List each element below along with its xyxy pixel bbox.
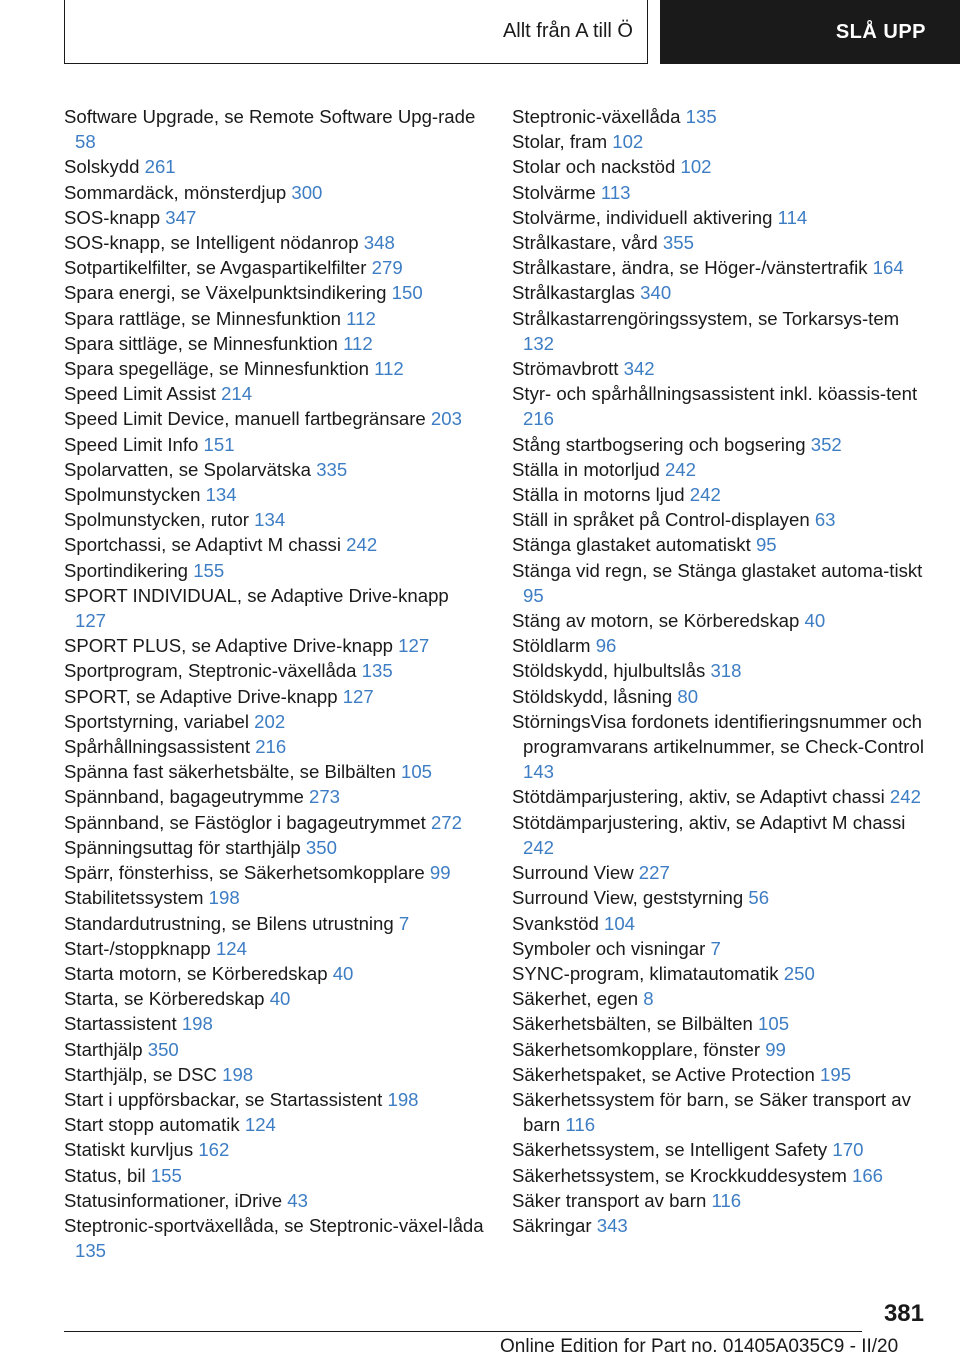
index-entry <box>64 180 484 205</box>
index-entry-text: Strålkastare, ändra, se Höger-/vänstertrafik <box>512 257 868 279</box>
index-entry <box>64 1011 484 1036</box>
index-entry-text: SPORT INDIVIDUAL, se Adaptive Drive-knapp <box>64 584 449 606</box>
index-entry <box>512 936 932 961</box>
index-entry-text: StörningsVisa fordonets identifieringsnummer och programvarans artikelnummer, se Check-Control <box>512 710 924 758</box>
index-entry-text: Strömavbrott <box>512 358 619 380</box>
index-entry-text: Spännband, se Fästöglor i bagageutrymmet <box>64 811 426 833</box>
index-entry-text: Strålkastarrengöringssystem, se Torkarsys‐tem <box>512 307 900 329</box>
index-entry-text: Spolarvatten, se Spolarvätska <box>64 458 312 480</box>
index-page-link[interactable]: 342 <box>623 358 655 380</box>
index-entry-text: Statusinformationer, iDrive <box>64 1189 283 1211</box>
index-page-link[interactable]: 127 <box>342 685 374 707</box>
index-entry-text: SOS-knapp <box>64 206 161 228</box>
index-page-link[interactable]: 105 <box>400 761 433 783</box>
index-entry <box>512 1137 932 1162</box>
index-entry-text: Stolvärme, individuell aktivering <box>512 206 773 228</box>
index-entry <box>512 457 932 482</box>
index-entry <box>64 482 484 507</box>
nav-tab-label: SLÅ UPP <box>835 20 926 43</box>
index-entry <box>64 1087 484 1112</box>
index-entry-text: Starta, se Körberedskap <box>64 988 265 1010</box>
index-entry-text: Ställ in språket på Control-displayen <box>512 509 810 531</box>
index-entry-text: Steptronic-sportväxellåda, se Steptronic-växel‐låda <box>64 1214 484 1236</box>
index-entry <box>64 911 484 936</box>
index-page-link[interactable]: 352 <box>810 433 842 455</box>
index-page-link[interactable]: 350 <box>147 1038 179 1060</box>
index-entry-text: Spara spegelläge, se Minnesfunktion <box>64 358 369 380</box>
index-entry <box>512 885 932 910</box>
index-entry <box>64 1037 484 1062</box>
index-entry-text: Spärr, fönsterhiss, se Säkerhetsomkopplare <box>64 862 425 884</box>
index-entry-text: Standardutrustning, se Bilens utrustning <box>64 912 394 934</box>
index-entry-text: Starthjälp <box>64 1038 143 1060</box>
index-page-link[interactable]: 227 <box>638 862 670 884</box>
index-entry-text: Speed Limit Device, manuell fartbegränsare <box>64 408 426 430</box>
index-entry <box>64 658 484 683</box>
index-page-link[interactable]: 99 <box>765 1038 786 1060</box>
index-entry <box>512 633 932 658</box>
index-entry-text: Ställa in motorljud <box>512 458 660 480</box>
index-entry <box>512 1062 932 1087</box>
index-entry-text: Spara rattläge, se Minnesfunktion <box>64 307 341 329</box>
index-entry-text: Spara energi, se Växelpunktsindikering <box>64 282 387 304</box>
index-page-link[interactable]: 216 <box>523 408 555 430</box>
index-entry <box>512 911 932 936</box>
index-entry <box>512 1011 932 1036</box>
index-entry <box>64 1188 484 1213</box>
index-page-link[interactable]: 112 <box>346 307 376 329</box>
index-entry-text: Stång startbogsering och bogsering <box>512 433 806 455</box>
index-entry-text: Säkerhetsomkopplare, fönster <box>512 1038 761 1060</box>
index-entry-text: Start-/stoppknapp <box>64 937 211 959</box>
index-entry-text: Starthjälp, se DSC <box>64 1063 217 1085</box>
index-entry <box>512 961 932 986</box>
index-page-link[interactable]: 242 <box>664 458 696 480</box>
index-page-link[interactable]: 7 <box>710 937 721 959</box>
index-page-link[interactable]: 203 <box>430 408 462 430</box>
index-entry <box>64 1112 484 1137</box>
index-entry-text: Säkerhetssystem, se Intelligent Safety <box>512 1139 828 1161</box>
footer-edition: Online Edition for Part no. 01405A035C9 - II/20 <box>500 1336 899 1357</box>
index-entry-text: Sommardäck, mönsterdjup <box>64 181 287 203</box>
index-entry <box>64 331 484 356</box>
index-page-link[interactable]: 242 <box>523 836 555 858</box>
index-entry <box>512 532 932 557</box>
index-entry <box>64 356 484 381</box>
index-entry-text: Surround View, geststyrning <box>512 887 744 909</box>
index-page-link[interactable]: 198 <box>387 1088 419 1110</box>
index-entry-text: Säkerhetssystem för barn, se Säker transport av barn <box>512 1088 911 1136</box>
index-page-link[interactable]: 348 <box>363 232 395 254</box>
index-entry <box>64 381 484 406</box>
section-title-box <box>64 0 648 64</box>
index-entry-text: Starta motorn, se Körberedskap <box>64 962 328 984</box>
index-page-link[interactable]: 63 <box>814 509 836 531</box>
index-entry-text: Spolmunstycken <box>64 484 201 506</box>
index-entry <box>64 633 484 658</box>
index-entry-text: SOS-knapp, se Intelligent nödanrop <box>64 232 359 254</box>
index-entry <box>512 860 932 885</box>
footer-divider <box>64 1331 862 1332</box>
index-entry <box>512 658 932 683</box>
index-entry-text: Solskydd <box>64 156 140 178</box>
index-page-link[interactable]: 242 <box>889 786 921 808</box>
index-entry-text: Strålkastare, vård <box>512 232 658 254</box>
index-entry-text: Sportstyrning, variabel <box>64 710 249 732</box>
index-entry-text: Säkerhet, egen <box>512 988 639 1010</box>
index-page-link[interactable]: 135 <box>685 106 717 127</box>
index-entry <box>512 558 932 608</box>
index-page-link[interactable]: 102 <box>612 131 644 153</box>
index-page-link[interactable]: 216 <box>255 736 287 758</box>
index-entry-text: Säker transport av barn <box>512 1189 707 1211</box>
index-column-left <box>64 104 484 1263</box>
index-page-link[interactable]: 150 <box>391 282 423 304</box>
index-entry <box>64 406 484 431</box>
index-page-link[interactable]: 350 <box>305 836 337 858</box>
index-page-link[interactable]: 127 <box>75 610 107 632</box>
index-entry-text: Speed Limit Assist <box>64 383 216 405</box>
index-page-link[interactable]: 318 <box>710 660 742 682</box>
index-entry-text: Stänga vid regn, se Stänga glastaket automa‐tiskt <box>512 559 923 581</box>
index-page-link[interactable]: 195 <box>820 1063 852 1085</box>
index-entry <box>512 180 932 205</box>
index-page-link[interactable]: 261 <box>144 156 176 178</box>
index-entry <box>64 936 484 961</box>
index-page-link[interactable]: 151 <box>203 433 235 455</box>
index-entry <box>512 784 932 809</box>
index-page-link[interactable]: 164 <box>872 257 904 279</box>
index-page-link[interactable]: 80 <box>677 685 699 707</box>
index-entry <box>512 1037 932 1062</box>
index-entry <box>64 759 484 784</box>
index-page-link[interactable]: 56 <box>748 887 770 909</box>
index-entry <box>64 255 484 280</box>
index-entry-text: Säkerhetsbälten, se Bilbälten <box>512 1013 753 1035</box>
index-entry-text: Stöldlarm <box>512 635 591 657</box>
index-page-link[interactable]: 114 <box>777 206 808 228</box>
page-number: 381 <box>883 1300 924 1327</box>
index-page-link[interactable]: 272 <box>430 811 462 833</box>
index-page-link[interactable]: 40 <box>332 962 354 984</box>
index-entry-text: Spännband, bagageutrymme <box>64 786 304 808</box>
index-entry-text: Stolvärme <box>512 181 596 203</box>
index-entry-text: Spårhållningsassistent <box>64 736 251 758</box>
index-entry <box>64 205 484 230</box>
index-entry-text: SPORT PLUS, se Adaptive Drive-knapp <box>64 635 393 657</box>
index-entry <box>512 608 932 633</box>
index-entry <box>64 306 484 331</box>
index-entry-text: Spolmunstycken, rutor <box>64 509 249 531</box>
index-entry <box>64 810 484 835</box>
index-entry <box>64 961 484 986</box>
index-page-link[interactable]: 300 <box>291 181 323 203</box>
index-entry <box>512 1163 932 1188</box>
index-entry <box>64 835 484 860</box>
index-entry <box>512 129 932 154</box>
index-entry <box>512 986 932 1011</box>
index-page-link[interactable]: 96 <box>595 635 617 657</box>
index-entry <box>512 205 932 230</box>
index-page-link[interactable]: 198 <box>222 1063 254 1085</box>
index-page-link[interactable]: 104 <box>604 912 636 934</box>
index-entry <box>512 1213 932 1238</box>
index-entry <box>64 860 484 885</box>
index-entry-text: Spänningsuttag för starthjälp <box>64 836 301 858</box>
index-entry-text: Stänga glastaket automatiskt <box>512 534 751 556</box>
index-page-link[interactable]: 355 <box>662 232 694 254</box>
index-entry-text: Symboler och visningar <box>512 937 706 959</box>
index-entry-text: Säkerhetspaket, se Active Protection <box>512 1063 815 1085</box>
index-entry-text: Start stopp automatik <box>64 1114 240 1136</box>
index-entry <box>512 1087 932 1137</box>
index-page-link[interactable]: 214 <box>221 383 253 405</box>
index-entry <box>512 306 932 356</box>
index-page-link[interactable]: 95 <box>523 584 544 606</box>
index-entry-text: SPORT, se Adaptive Drive-knapp <box>64 685 338 707</box>
index-page-link[interactable]: 135 <box>75 1240 107 1262</box>
index-page-link[interactable]: 43 <box>287 1189 308 1211</box>
index-entry-text: Stöldskydd, låsning <box>512 685 673 707</box>
index-entry <box>512 1188 932 1213</box>
index-page-link[interactable]: 279 <box>371 257 403 279</box>
index-page-link[interactable]: 340 <box>640 282 672 304</box>
index-page-link[interactable]: 99 <box>429 862 451 884</box>
index-entry-text: Stolar, fram <box>512 131 608 153</box>
section-title: Allt från A till Ö <box>502 20 633 42</box>
index-entry <box>64 885 484 910</box>
index-page-link[interactable]: 198 <box>208 887 240 909</box>
index-page-link[interactable]: 134 <box>205 484 237 506</box>
index-page-link[interactable]: 162 <box>198 1139 230 1161</box>
index-entry-text: Stäng av motorn, se Körberedskap <box>512 610 800 632</box>
index-entry <box>64 230 484 255</box>
index-entry-text: Spara sittläge, se Minnesfunktion <box>64 332 338 354</box>
index-page-link[interactable]: 113 <box>600 181 631 203</box>
index-page-link[interactable]: 112 <box>343 332 373 354</box>
index-entry <box>512 255 932 280</box>
index-entry <box>64 734 484 759</box>
index-entry <box>64 104 484 154</box>
index-entry <box>512 280 932 305</box>
index-entry-text: Statiskt kurvljus <box>64 1139 194 1161</box>
index-page-link[interactable]: 135 <box>361 660 393 682</box>
nav-tab-sla-upp[interactable] <box>660 0 960 64</box>
index-entry-text: Ställa in motorns ljud <box>512 484 685 506</box>
index-entry <box>64 432 484 457</box>
index-entry <box>64 684 484 709</box>
index-entry <box>512 356 932 381</box>
index-entry <box>512 810 932 860</box>
index-entry <box>64 583 484 633</box>
index-entry-text: Sportchassi, se Adaptivt M chassi <box>64 534 341 556</box>
index-entry <box>512 432 932 457</box>
index-page-link[interactable]: 202 <box>254 710 286 732</box>
index-page-link[interactable]: 127 <box>398 635 430 657</box>
index-entry-text: Säkringar <box>512 1214 592 1236</box>
index-entry <box>512 684 932 709</box>
index-page-link[interactable]: 112 <box>374 358 404 380</box>
index-page-link[interactable]: 95 <box>755 534 777 556</box>
index-entry-text: Sportprogram, Steptronic-växellåda <box>64 660 357 682</box>
index-page-link[interactable]: 335 <box>316 458 348 480</box>
index-entry <box>64 457 484 482</box>
index-entry-text: Stötdämparjustering, aktiv, se Adaptivt M chassi <box>512 811 906 833</box>
index-entry-text: SYNC-program, klimatautomatik <box>512 962 779 984</box>
index-entry-text: Software Upgrade, se Remote Software Upg‐rade <box>64 106 476 127</box>
index-entry-text: Stötdämparjustering, aktiv, se Adaptivt chassi <box>512 786 885 808</box>
index-entry <box>512 507 932 532</box>
index-page-link[interactable]: 58 <box>75 131 96 153</box>
index-entry-text: Surround View <box>512 862 634 884</box>
index-page-link[interactable]: 242 <box>689 484 721 506</box>
index-entry-text: Spänna fast säkerhetsbälte, se Bilbälten <box>64 761 396 783</box>
index-entry <box>512 154 932 179</box>
index-page-link[interactable]: 102 <box>680 156 712 178</box>
index-page-link[interactable]: 40 <box>269 988 291 1010</box>
index-entry <box>512 482 932 507</box>
index-entry <box>64 507 484 532</box>
index-entry <box>64 558 484 583</box>
index-entry-text: Stabilitetssystem <box>64 887 204 909</box>
index-entry-text: Steptronic-växellåda <box>512 106 681 127</box>
index-entry-text: Stöldskydd, hjulbultslås <box>512 660 706 682</box>
index-page-link[interactable]: 8 <box>643 988 654 1010</box>
index-page-link[interactable]: 116 <box>565 1114 596 1136</box>
index-entry <box>512 230 932 255</box>
index-entry <box>64 1062 484 1087</box>
index-page-link[interactable]: 155 <box>193 559 225 581</box>
index-entry-text: Säkerhetssystem, se Krockkuddesystem <box>512 1164 847 1186</box>
index-page-link[interactable]: 124 <box>244 1114 276 1136</box>
index-page-link[interactable]: 273 <box>309 786 341 808</box>
index-page-link[interactable]: 242 <box>346 534 378 556</box>
index-page-link[interactable]: 105 <box>758 1013 790 1035</box>
index-entry <box>64 986 484 1011</box>
index-entry-text: Speed Limit Info <box>64 433 199 455</box>
index-page-link[interactable]: 40 <box>804 610 826 632</box>
index-entry <box>512 709 932 785</box>
index-entry-text: Strålkastarglas <box>512 282 635 304</box>
index-page-link[interactable]: 143 <box>523 761 555 783</box>
index-entry-text: Sportindikering <box>64 559 189 581</box>
index-page-link[interactable]: 347 <box>165 206 197 228</box>
index-entry <box>64 154 484 179</box>
index-entry <box>512 381 932 431</box>
index-page-link[interactable]: 155 <box>150 1164 182 1186</box>
index-entry-text: Styr- och spårhållningsassistent inkl. köassis‐tent <box>512 383 918 405</box>
index-entry-text: Status, bil <box>64 1164 146 1186</box>
index-column-right <box>512 104 932 1238</box>
index-entry-text: Sotpartikelfilter, se Avgaspartikelfilter <box>64 257 367 279</box>
index-entry <box>64 280 484 305</box>
index-entry-text: Svankstöd <box>512 912 599 934</box>
index-page-link[interactable]: 7 <box>398 912 410 934</box>
index-page-link[interactable]: 250 <box>783 962 815 984</box>
index-page-link[interactable]: 198 <box>181 1013 213 1035</box>
index-entry <box>64 1137 484 1162</box>
index-page-link[interactable]: 134 <box>254 509 286 531</box>
index-page-link[interactable]: 166 <box>852 1164 884 1186</box>
index-entry <box>512 104 932 129</box>
index-entry <box>64 532 484 557</box>
index-entry <box>64 1163 484 1188</box>
index-page-link[interactable]: 116 <box>711 1189 742 1211</box>
index-page-link[interactable]: 170 <box>832 1139 864 1161</box>
index-entry <box>64 784 484 809</box>
index-page-link[interactable]: 343 <box>596 1214 628 1236</box>
index-entry-text: Stolar och nackstöd <box>512 156 676 178</box>
index-entry-text: Startassistent <box>64 1013 177 1035</box>
index-page-link[interactable]: 124 <box>215 937 247 959</box>
index-entry-text: Start i uppförsbackar, se Startassistent <box>64 1088 383 1110</box>
index-entry <box>64 709 484 734</box>
index-page-link[interactable]: 132 <box>523 332 555 354</box>
index-entry <box>64 1213 484 1263</box>
